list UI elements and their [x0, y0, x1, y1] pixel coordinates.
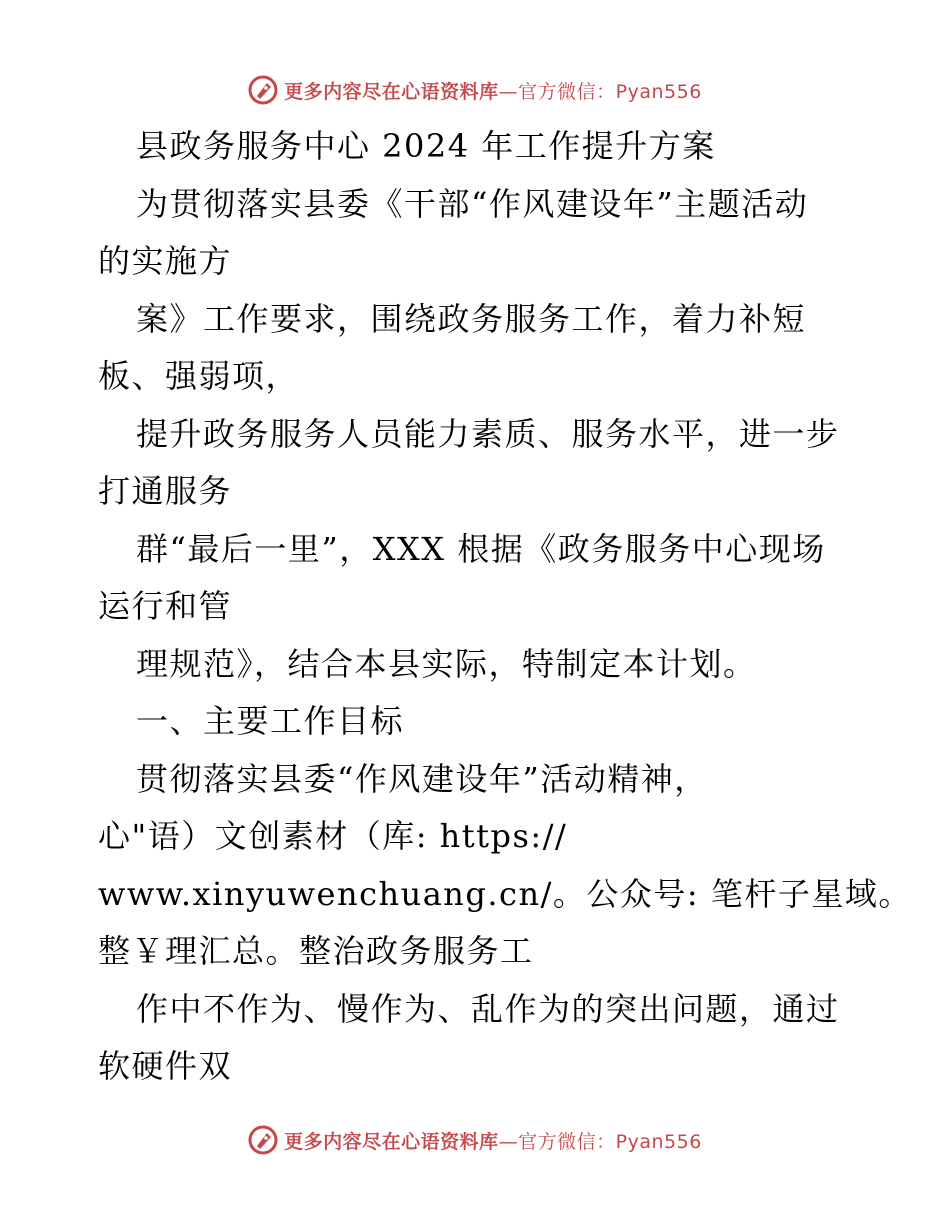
document-body	[98, 118, 912, 1096]
paragraph-line: 案》工作要求，围绕政务服务工作，着力补短	[136, 299, 807, 338]
paragraph-line: 心"语）文创素材（库: https://	[98, 817, 568, 855]
paragraph-line: 理规范》，结合本县实际，特制定本计划。	[136, 644, 757, 683]
paragraph-line: 群“最后一里”，XXX 根据《政务服务中心现场	[136, 529, 826, 568]
paragraph-line: 运行和管	[98, 587, 233, 625]
paragraph-line: 作中不作为、慢作为、乱作为的突出问题，通过	[136, 989, 840, 1028]
paragraph-line: 提升政务服务人员能力素质、服务水平，进一步	[136, 414, 840, 453]
banner-lead: 更多内容尽在心语资料库	[284, 80, 499, 103]
banner-lead: 更多内容尽在心语资料库	[284, 1130, 499, 1153]
paragraph-line: 板、强弱项，	[98, 357, 300, 395]
banner-tail: —官方微信：Pyan556	[498, 80, 702, 103]
paragraph-line: 软硬件双	[98, 1047, 233, 1085]
paragraph-line: 为贯彻落实县委《干部“作风建设年”主题活动	[136, 184, 809, 223]
banner-text	[284, 1127, 702, 1154]
paragraph-line: 贯彻落实县委“作风建设年”活动精神，	[136, 759, 708, 798]
section-heading: 一、主要工作目标	[136, 702, 405, 740]
banner-text	[284, 77, 702, 104]
footer-banner	[0, 1120, 950, 1160]
banner-tail: —官方微信：Pyan556	[498, 1130, 702, 1153]
pen-nib-logo-icon	[248, 1125, 278, 1155]
paragraph-line: www.xinyuwenchuang.cn/。公众号: 笔杆子星域。	[98, 874, 912, 913]
paragraph-line: 打通服务	[98, 472, 233, 510]
doc-title: 县政务服务中心 2024 年工作提升方案	[136, 127, 716, 165]
pen-nib-logo-icon	[248, 75, 278, 105]
paragraph-line: 的实施方	[98, 242, 233, 280]
header-banner	[0, 70, 950, 110]
paragraph-line: 整￥理汇总。整治政务服务工	[98, 932, 534, 970]
